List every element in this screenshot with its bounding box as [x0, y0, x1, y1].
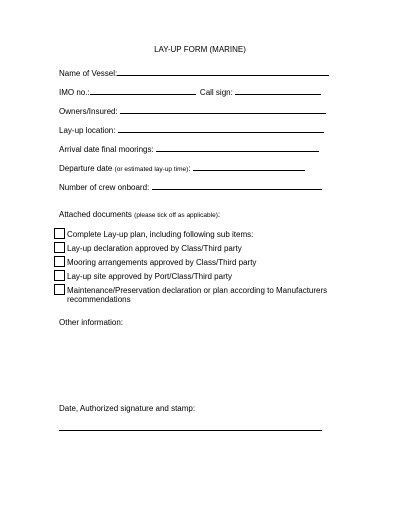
location-label: Lay-up location:	[59, 126, 116, 135]
arrival-row	[59, 144, 319, 154]
attached-heading	[59, 211, 220, 220]
owners-input-line[interactable]	[120, 106, 326, 114]
other-info-label: Other information:	[59, 318, 124, 327]
attached-note: (please tick off as applicable)	[134, 212, 218, 219]
signature-line[interactable]	[59, 423, 322, 431]
call-sign-input-line[interactable]	[235, 87, 321, 95]
crew-row	[59, 182, 322, 192]
imo-input-line[interactable]	[90, 87, 196, 95]
checkbox-site[interactable]	[54, 270, 65, 281]
checkbox-maintenance[interactable]	[54, 284, 65, 295]
checkbox-layup-plan[interactable]	[54, 228, 65, 239]
checkbox-label-layup-declaration: Lay-up declaration approved by Class/Third party	[67, 244, 242, 253]
arrival-input-line[interactable]	[156, 144, 319, 152]
checkbox-mooring[interactable]	[54, 256, 65, 267]
owners-row	[59, 106, 326, 116]
imo-label: IMO no.:	[59, 88, 90, 97]
location-row	[59, 125, 324, 135]
checkbox-label-site: Lay-up site approved by Port/Class/Third party	[67, 272, 232, 281]
checkbox-label-layup-plan: Complete Lay-up plan, including following sub items:	[67, 230, 254, 239]
vessel-row	[59, 68, 329, 78]
departure-row	[59, 163, 305, 174]
checkbox-label-maintenance-cont: recommendations	[67, 295, 131, 304]
checkbox-layup-declaration[interactable]	[54, 242, 65, 253]
signature-label: Date, Authorized signature and stamp:	[59, 404, 196, 413]
attached-label: Attached documents	[59, 210, 132, 219]
vessel-label: Name of Vessel:	[59, 69, 118, 78]
departure-note: (or estimated lay-up time)	[114, 166, 189, 173]
departure-input-line[interactable]	[193, 163, 305, 171]
call-sign-label: Call sign:	[199, 88, 233, 97]
owners-label: Owners/Insured:	[59, 107, 118, 116]
imo-row	[59, 87, 321, 97]
vessel-input-line[interactable]	[117, 68, 329, 76]
crew-label: Number of crew onboard:	[59, 183, 150, 192]
crew-input-line[interactable]	[152, 182, 322, 190]
checkbox-label-mooring: Mooring arrangements approved by Class/Third party	[67, 258, 257, 267]
departure-colon: :	[188, 164, 191, 173]
arrival-label: Arrival date final moorings:	[59, 145, 154, 154]
location-input-line[interactable]	[118, 125, 324, 133]
form-title: LAY-UP FORM (MARINE)	[154, 45, 246, 54]
departure-label: Departure date	[59, 164, 113, 173]
checkbox-label-maintenance: Maintenance/Preservation declaration or plan according to Manufacturers	[67, 286, 328, 295]
attached-colon: :	[217, 210, 221, 219]
